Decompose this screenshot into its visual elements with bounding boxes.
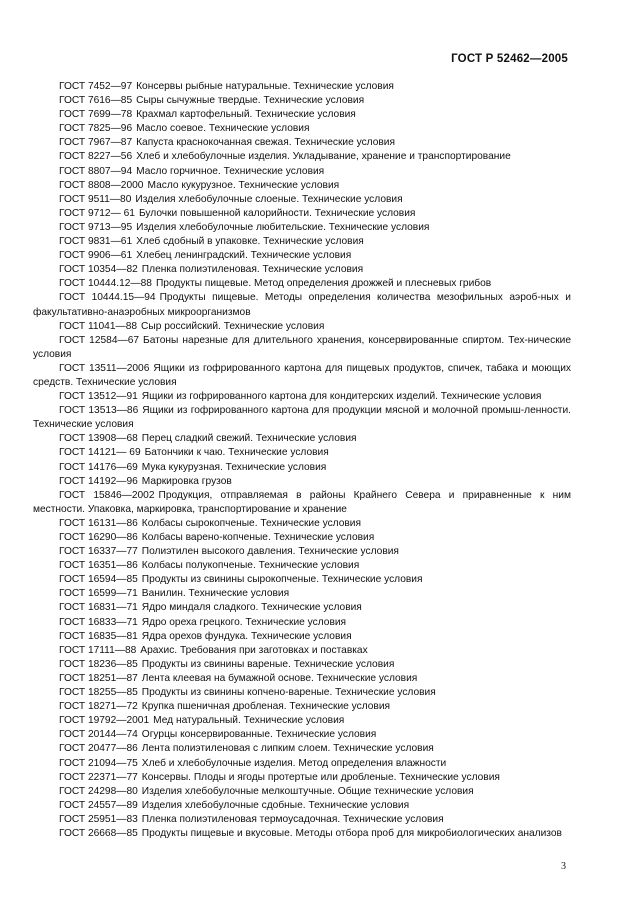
standard-entry (33, 799, 571, 813)
standard-code: ГОСТ 26668—85 (59, 827, 138, 839)
standard-entry (33, 601, 571, 615)
standard-code: ГОСТ 16351—86 (59, 560, 138, 572)
standard-title: Изделия хлебобулочные слоеные. Технические условия (135, 193, 403, 205)
standard-code: ГОСТ 9511—80 (59, 193, 132, 205)
standard-title: Изделия хлебобулочные любительские. Технические условия (136, 221, 430, 233)
standard-code: ГОСТ 14192—96 (59, 475, 138, 487)
standard-entry (33, 813, 571, 827)
standard-code: ГОСТ 9712— 61 (59, 207, 135, 219)
standard-title: Полиэтилен высокого давления. Технические условия (141, 546, 399, 558)
standard-code: ГОСТ 24557—89 (59, 799, 138, 811)
standard-entry (33, 728, 571, 742)
standard-entry (33, 165, 571, 179)
standard-code: ГОСТ 14176—69 (59, 461, 138, 473)
document-header: ГОСТ Р 52462—2005 (451, 53, 568, 65)
standard-title: Ядра орехов фундука. Технические условия (141, 630, 352, 642)
standard-entry (33, 249, 571, 263)
standard-title: Ящики из гофрированного картона для кондитерских изделий. Технические условия (141, 391, 542, 403)
standard-entry (33, 757, 571, 771)
standard-entry (33, 179, 571, 193)
standard-code: ГОСТ 24298—80 (59, 785, 138, 797)
standard-entry (33, 587, 571, 601)
standard-title: Консервы. Плоды и ягоды протертые или дробленые. Технические условия (141, 771, 500, 783)
standard-code: ГОСТ 8227—56 (59, 151, 133, 163)
standard-code: ГОСТ 10444.12—88 (59, 278, 152, 290)
standard-entry (33, 263, 571, 277)
standard-title: Ящики из гофрированного картона для продукции мясной и молочной промыш-ленности. Технические условия (33, 405, 571, 431)
standard-code: ГОСТ 12584—67 (59, 334, 140, 346)
standard-code: ГОСТ 7616—85 (59, 95, 133, 107)
standard-entry (33, 362, 571, 390)
standard-entry (33, 108, 571, 122)
standard-code: ГОСТ 13511—2006 (59, 362, 150, 374)
standard-title: Огурцы консервированные. Технические условия (141, 729, 377, 741)
standard-title: Ядро миндаля сладкого. Технические условия (141, 602, 362, 614)
standard-entry (33, 686, 571, 700)
standard-entry (33, 193, 571, 207)
standard-code: ГОСТ 11041—88 (59, 320, 138, 332)
standard-code: ГОСТ 10444.15—94 (59, 292, 156, 304)
standard-title: Батончики к чаю. Технические условия (144, 447, 329, 459)
standard-title: Масло кукурузное. Технические условия (147, 179, 340, 191)
standard-entry (33, 320, 571, 334)
standard-title: Изделия хлебобулочные мелкоштучные. Общие технические условия (141, 785, 474, 797)
standard-code: ГОСТ 7967—87 (59, 137, 133, 149)
standard-code: ГОСТ 25951—83 (59, 813, 138, 825)
standard-code: ГОСТ 18251—87 (59, 672, 138, 684)
standard-entry (33, 207, 571, 221)
standard-entry (33, 334, 571, 362)
standard-code: ГОСТ 10354—82 (59, 264, 138, 276)
standard-title: Продукты из свинины сырокопченые. Технические условия (141, 574, 423, 586)
standard-entry (33, 277, 571, 291)
standard-entry (33, 714, 571, 728)
standard-entry (33, 545, 571, 559)
standard-entry (33, 390, 571, 404)
standard-code: ГОСТ 17111—88 (59, 644, 137, 656)
standard-entry (33, 404, 571, 432)
standard-entry (33, 475, 571, 489)
standard-title: Перец сладкий свежий. Технические условия (141, 433, 357, 445)
standard-title: Хлеб и хлебобулочные изделия. Укладывание, хранение и транспортирование (136, 151, 511, 163)
standard-code: ГОСТ 7825—96 (59, 123, 133, 135)
standard-entry (33, 531, 571, 545)
standard-code: ГОСТ 16835—81 (59, 630, 138, 642)
standard-code: ГОСТ 15846—2002 (59, 489, 155, 501)
standard-code: ГОСТ 20144—74 (59, 729, 138, 741)
standard-entry (33, 644, 571, 658)
standard-title: Масло горчичное. Технические условия (136, 165, 325, 177)
standard-title: Крупка пшеничная дробленая. Технические условия (141, 701, 391, 713)
standard-title: Пленка полиэтиленовая. Технические условия (141, 264, 364, 276)
standard-code: ГОСТ 18236—85 (59, 658, 138, 670)
standard-title: Хлеб и хлебобулочные изделия. Метод определения влажности (141, 757, 447, 769)
standard-code: ГОСТ 16599—71 (59, 588, 138, 600)
standard-entry (33, 122, 571, 136)
standard-title: Мед натуральный. Технические условия (153, 715, 345, 727)
standard-title: Пленка полиэтиленовая термоусадочная. Технические условия (141, 813, 444, 825)
standard-code: ГОСТ 9831—61 (59, 236, 133, 248)
standard-code: ГОСТ 13512—91 (59, 391, 138, 403)
standard-entry (33, 559, 571, 573)
standard-code: ГОСТ 8807—94 (59, 165, 133, 177)
standard-title: Арахис. Требования при заготовках и поставках (140, 644, 368, 656)
standard-entry (33, 150, 571, 164)
standard-code: ГОСТ 14121— 69 (59, 447, 141, 459)
standard-title: Маркировка грузов (141, 475, 232, 487)
standard-code: ГОСТ 16594—85 (59, 574, 138, 586)
standard-entry (33, 630, 571, 644)
standard-code: ГОСТ 16290—86 (59, 532, 138, 543)
standard-title: Сыры сычужные твердые. Технические условия (136, 95, 365, 107)
standard-entry (33, 80, 571, 94)
standard-code: ГОСТ 16831—71 (59, 602, 138, 614)
standard-entry (33, 291, 571, 319)
standard-entry (33, 235, 571, 249)
standard-title: Продукты пищевые. Метод определения дрожжей и плесневых грибов (155, 278, 492, 290)
standard-title: Ванилин. Технические условия (141, 588, 290, 600)
standard-code: ГОСТ 13908—68 (59, 433, 138, 445)
standard-code: ГОСТ 9713—95 (59, 221, 133, 233)
standard-code: ГОСТ 8808—2000 (59, 179, 144, 191)
standard-code: ГОСТ 16131—86 (59, 517, 138, 529)
standard-title: Продукты из свинины копчено-вареные. Технические условия (141, 687, 436, 699)
standard-entry (33, 432, 571, 446)
standard-entry (33, 658, 571, 672)
standard-title: Изделия хлебобулочные сдобные. Технические условия (141, 799, 410, 811)
standard-entry (33, 517, 571, 531)
standard-code: ГОСТ 22371—77 (59, 771, 138, 783)
standard-entry (33, 221, 571, 235)
standard-code: ГОСТ 7699—78 (59, 109, 133, 121)
standard-entry (33, 672, 571, 686)
standard-code: ГОСТ 16833—71 (59, 616, 138, 628)
standard-code: ГОСТ 7452—97 (59, 81, 133, 92)
standard-title: Ядро ореха грецкого. Технические условия (141, 616, 347, 628)
standard-title: Колбасы полукопченые. Технические условия (141, 560, 360, 572)
standard-code: ГОСТ 9906—61 (59, 250, 133, 262)
standard-code: ГОСТ 13513—86 (59, 405, 139, 417)
standard-code: ГОСТ 20477—86 (59, 743, 138, 755)
standard-title: Батоны нарезные для длительного хранения, консервированные спиртом. Тех-нические условия (33, 334, 572, 360)
standard-title: Колбасы сырокопченые. Технические условия (141, 517, 362, 529)
standard-entry (33, 461, 571, 475)
standard-title: Хлебец ленинградский. Технические условия (136, 250, 352, 262)
standard-title: Колбасы варено-копченые. Технические условия (141, 532, 375, 543)
standard-entry (33, 827, 571, 841)
standard-entry (33, 136, 571, 150)
standard-entry (33, 785, 571, 799)
standard-entry (33, 771, 571, 785)
standard-entry (33, 573, 571, 587)
standard-code: ГОСТ 16337—77 (59, 546, 138, 558)
standard-title: Масло соевое. Технические условия (136, 123, 310, 135)
standard-title: Сыр российский. Технические условия (141, 320, 325, 332)
standard-title: Лента клеевая на бумажной основе. Технические условия (141, 672, 418, 684)
standard-title: Продукция, отправляемая в районы Крайнего Севера и приравненные к ним местности. Упаковка, маркировка, транспортирование и хранение (33, 489, 571, 515)
standard-title: Булочки повышенной калорийности. Технические условия (138, 207, 416, 219)
standard-title: Продукты пищевые. Методы определения количества мезофильных аэроб-ных и факультативно-анаэробных микроорганизмов (33, 292, 571, 318)
standard-entry (33, 742, 571, 756)
standards-list (33, 80, 571, 841)
standard-title: Лента полиэтиленовая с липким слоем. Технические условия (141, 743, 434, 755)
standard-entry (33, 616, 571, 630)
standard-entry (33, 700, 571, 714)
standard-title: Мука кукурузная. Технические условия (141, 461, 327, 473)
standard-title: Продукты из свинины вареные. Технические условия (141, 658, 395, 670)
standard-title: Капуста краснокочанная свежая. Технические условия (136, 137, 396, 149)
standard-code: ГОСТ 21094—75 (59, 757, 138, 769)
standard-title: Ящики из гофрированного картона для пищевых продуктов, спичек, табака и моющих средств. Технические условия (33, 362, 571, 388)
page-number: 3 (561, 861, 566, 872)
standard-entry (33, 94, 571, 108)
standard-entry (33, 446, 571, 460)
standard-title: Хлеб сдобный в упаковке. Технические условия (136, 236, 364, 248)
standard-title: Крахмал картофельный. Технические условия (136, 109, 356, 121)
standard-code: ГОСТ 18255—85 (59, 687, 138, 699)
standard-entry (33, 489, 571, 517)
standard-code: ГОСТ 18271—72 (59, 701, 138, 713)
standard-title: Консервы рыбные натуральные. Технические условия (136, 81, 394, 92)
standard-title: Продукты пищевые и вкусовые. Методы отбора проб для микробиологических анализов (141, 827, 562, 839)
standard-code: ГОСТ 19792—2001 (59, 715, 150, 727)
